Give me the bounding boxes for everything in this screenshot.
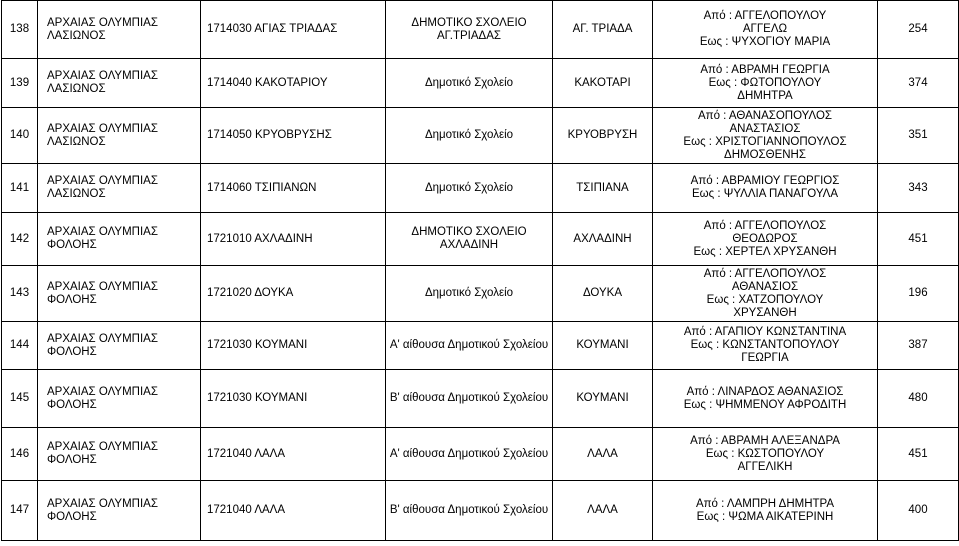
voter-range-cell-line: Εως : ΨΥΛΛΙΑ ΠΑΝΑΓΟΥΛΑ [691, 188, 839, 200]
voter-range-cell [653, 213, 878, 266]
municipality-cell-line: ΦΟΛΟΗΣ [47, 239, 97, 251]
location-cell: ΚΟΥΜΑΝΙ [553, 322, 653, 370]
voter-count-cell: 374 [878, 59, 959, 108]
school-type-cell [386, 428, 553, 481]
table-row [2, 59, 959, 108]
row-number: 146 [2, 428, 38, 481]
row-number: 143 [2, 266, 38, 322]
location-cell: ΔΟΥΚΑ [553, 266, 653, 322]
voter-range-cell [653, 266, 878, 322]
school-type-cell [386, 59, 553, 108]
voter-count-cell: 451 [878, 428, 959, 481]
municipality-cell [38, 322, 201, 370]
voter-range-cell-line: ΔΗΜΗΤΡΑ [737, 89, 793, 102]
municipality-cell [38, 213, 201, 266]
school-type-cell-line: Α' αίθουσα Δημοτικού Σχολείου [389, 447, 549, 460]
municipality-cell [38, 1, 201, 59]
municipality-cell [38, 59, 201, 108]
voter-count-cell: 387 [878, 322, 959, 370]
municipality-cell-line: ΑΡΧΑΙΑΣ ΟΛΥΜΠΙΑΣ [47, 441, 158, 453]
municipality-cell-line: ΦΟΛΟΗΣ [47, 398, 97, 411]
voter-range-cell-line: ΧΡΥΣΑΝΘΗ [733, 306, 797, 319]
location-cell: ΛΑΛΑ [553, 428, 653, 481]
polling-stations-table [1, 0, 959, 541]
voter-range-cell-line: Από : ΑΓΓΕΛΟΠΟΥΛΟΥ [703, 10, 827, 22]
table-row [2, 266, 959, 322]
location-cell: ΑΧΛΑΔΙΝΗ [553, 213, 653, 266]
row-number: 142 [2, 213, 38, 266]
school-type-cell-line: Β' αίθουσα Δημοτικού Σχολείου [389, 392, 549, 404]
school-type-cell [386, 1, 553, 59]
station-code-name-cell: 1721040 ΛΑΛΑ [201, 481, 386, 541]
station-code-name-cell: 1721010 ΑΧΛΑΔΙΝΗ [201, 213, 386, 266]
voter-range-cell [653, 59, 878, 108]
voter-range-cell [653, 322, 878, 370]
voter-count-cell: 351 [878, 108, 959, 164]
municipality-cell-line: ΑΡΧΑΙΑΣ ΟΛΥΜΠΙΑΣ [47, 280, 158, 293]
school-type-cell [386, 481, 553, 541]
table-row [2, 428, 959, 481]
school-type-cell-line: Β' αίθουσα Δημοτικού Σχολείου [389, 504, 549, 516]
station-code-name-cell: 1721040 ΛΑΛΑ [201, 428, 386, 481]
school-type-cell [386, 164, 553, 213]
municipality-cell [38, 481, 201, 541]
row-number: 144 [2, 322, 38, 370]
municipality-cell-line: ΑΡΧΑΙΑΣ ΟΛΥΜΠΙΑΣ [47, 16, 158, 29]
voter-range-cell-line: ΑΝΑΣΤΑΣΙΟΣ [729, 122, 801, 135]
school-type-cell [386, 322, 553, 370]
school-type-cell-line: ΑΧΛΑΔΙΝΗ [439, 239, 499, 251]
row-number: 145 [2, 370, 38, 428]
school-type-cell-line: Δημοτικό Σχολείο [424, 76, 514, 89]
municipality-cell-line: ΦΟΛΟΗΣ [47, 454, 97, 466]
location-cell: ΚΟΥΜΑΝΙ [553, 370, 653, 428]
school-type-cell-line: Δημοτικό Σχολείο [424, 181, 514, 194]
location-cell: ΛΑΛΑ [553, 481, 653, 541]
municipality-cell-line: ΑΡΧΑΙΑΣ ΟΛΥΜΠΙΑΣ [47, 226, 158, 238]
municipality-cell [38, 266, 201, 322]
voter-range-cell-line: Από : ΑΒΡΑΜΗ ΑΛΕΞΑΝΔΡΑ [690, 434, 840, 447]
municipality-cell-line: ΑΡΧΑΙΑΣ ΟΛΥΜΠΙΑΣ [47, 70, 158, 82]
voter-range-cell [653, 108, 878, 164]
station-code-name-cell: 1714040 ΚΑΚΟΤΑΡΙΟΥ [201, 59, 386, 108]
voter-range-cell-line: Από : ΑΓΑΠΙΟΥ ΚΩΝΣΤΑΝΤΙΝΑ [683, 326, 847, 338]
municipality-cell [38, 428, 201, 481]
voter-count-cell: 343 [878, 164, 959, 213]
voter-range-cell-line: ΓΕΩΡΓΙΑ [741, 352, 789, 364]
table-row [2, 481, 959, 541]
voter-count-cell: 196 [878, 266, 959, 322]
voter-range-cell-line: Εως : ΨΗΜΜΕΝΟΥ ΑΦΡΟΔΙΤΗ [683, 398, 847, 411]
voter-range-cell-line: ΑΓΓΕΛΩ [742, 23, 788, 35]
table-row [2, 213, 959, 266]
school-type-cell [386, 266, 553, 322]
voter-range-cell-line: Εως : ΨΥΧΟΓΙΟΥ ΜΑΡΙΑ [699, 36, 831, 48]
school-type-cell-line: ΔΗΜΟΤΙΚΟ ΣΧΟΛΕΙΟ [411, 226, 527, 238]
municipality-cell-line: ΑΡΧΑΙΑΣ ΟΛΥΜΠΙΑΣ [47, 122, 158, 135]
station-code-name-cell: 1721020 ΔΟΥΚΑ [201, 266, 386, 322]
school-type-cell-line: Δημοτικό Σχολείο [424, 287, 514, 299]
voter-range-cell-line: Από : ΑΘΑΝΑΣΟΠΟΥΛΟΣ [697, 109, 832, 122]
row-number: 138 [2, 1, 38, 59]
voter-range-cell [653, 481, 878, 541]
voter-range-cell [653, 428, 878, 481]
voter-range-cell-line: Από : ΑΓΓΕΛΟΠΟΥΛΟΣ [703, 267, 827, 280]
location-cell: ΤΣΙΠΙΑΝΑ [553, 164, 653, 213]
voter-range-cell-line: ΘΕΟΔΩΡΟΣ [732, 232, 798, 245]
school-type-cell-line: ΔΗΜΟΤΙΚΟ ΣΧΟΛΕΙΟ [411, 16, 527, 29]
voter-range-cell [653, 370, 878, 428]
location-cell: ΑΓ. ΤΡΙΑΔΑ [553, 1, 653, 59]
municipality-cell-line: ΑΡΧΑΙΑΣ ΟΛΥΜΠΙΑΣ [47, 175, 158, 187]
table-row [2, 370, 959, 428]
station-code-name-cell: 1721030 ΚΟΥΜΑΝΙ [201, 370, 386, 428]
school-type-cell [386, 370, 553, 428]
voter-count-cell: 254 [878, 1, 959, 59]
voter-range-cell-line: Εως : ΦΩΤΟΠΟΥΛΟΥ [708, 76, 822, 89]
location-cell: ΚΑΚΟΤΑΡΙ [553, 59, 653, 108]
voter-range-cell-line: Εως : ΧΕΡΤΕΛ ΧΡΥΣΑΝΘΗ [693, 245, 837, 258]
voter-range-cell-line: ΑΓΓΕΛΙΚΗ [737, 460, 793, 473]
voter-range-cell-line: Από : ΛΑΜΠΡΗ ΔΗΜΗΤΡΑ [695, 497, 835, 510]
voter-range-cell-line: Εως : ΧΡΙΣΤΟΓΙΑΝΝΟΠΟΥΛΟΣ [683, 135, 847, 148]
table-row [2, 108, 959, 164]
voter-range-cell-line: ΔΗΜΟΣΘΕΝΗΣ [724, 148, 806, 161]
station-code-name-cell: 1721030 ΚΟΥΜΑΝΙ [201, 322, 386, 370]
voter-range-cell-line: Από : ΛΙΝΑΡΔΟΣ ΑΘΑΝΑΣΙΟΣ [686, 385, 844, 398]
voter-range-cell [653, 1, 878, 59]
municipality-cell-line: ΛΑΣΙΩΝΟΣ [47, 83, 106, 95]
voter-count-cell: 451 [878, 213, 959, 266]
municipality-cell-line: ΦΟΛΟΗΣ [47, 510, 97, 523]
table-body [2, 1, 959, 541]
municipality-cell-line: ΑΡΧΑΙΑΣ ΟΛΥΜΠΙΑΣ [47, 497, 158, 510]
voter-range-cell-line: Εως : ΨΩΜΑ ΑΙΚΑΤΕΡΙΝΗ [696, 510, 834, 523]
school-type-cell-line: Α' αίθουσα Δημοτικού Σχολείου [389, 339, 549, 351]
row-number: 141 [2, 164, 38, 213]
municipality-cell-line: ΛΑΣΙΩΝΟΣ [47, 188, 106, 200]
school-type-cell [386, 213, 553, 266]
table-row [2, 322, 959, 370]
table-row [2, 1, 959, 59]
municipality-cell [38, 370, 201, 428]
municipality-cell-line: ΑΡΧΑΙΑΣ ΟΛΥΜΠΙΑΣ [47, 332, 158, 345]
location-cell: ΚΡΥΟΒΡΥΣΗ [553, 108, 653, 164]
voter-range-cell-line: Από : ΑΒΡΑΜΙΟΥ ΓΕΩΡΓΙΟΣ [690, 175, 840, 187]
municipality-cell-line: ΛΑΣΙΩΝΟΣ [47, 135, 106, 148]
municipality-cell [38, 108, 201, 164]
voter-range-cell-line: ΑΘΑΝΑΣΙΟΣ [731, 280, 799, 293]
row-number: 140 [2, 108, 38, 164]
school-type-cell-line: Δημοτικό Σχολείο [424, 129, 514, 141]
station-code-name-cell: 1714060 ΤΣΙΠΙΑΝΩΝ [201, 164, 386, 213]
voter-range-cell-line: Από : ΑΒΡΑΜΗ ΓΕΩΡΓΙΑ [700, 63, 830, 76]
station-code-name-cell: 1714050 ΚΡΥΟΒΡΥΣΗΣ [201, 108, 386, 164]
school-type-cell-line: ΑΓ.ΤΡΙΑΔΑΣ [437, 29, 501, 42]
voter-range-cell [653, 164, 878, 213]
row-number: 147 [2, 481, 38, 541]
voter-range-cell-line: Από : ΑΓΓΕΛΟΠΟΥΛΟΣ [703, 219, 827, 232]
school-type-cell [386, 108, 553, 164]
municipality-cell-line: ΦΟΛΟΗΣ [47, 293, 97, 306]
municipality-cell [38, 164, 201, 213]
row-number: 139 [2, 59, 38, 108]
voter-range-cell-line: Εως : ΚΩΣΤΟΠΟΥΛΟΥ [705, 447, 825, 460]
station-code-name-cell: 1714030 ΑΓΙΑΣ ΤΡΙΑΔΑΣ [201, 1, 386, 59]
municipality-cell-line: ΑΡΧΑΙΑΣ ΟΛΥΜΠΙΑΣ [47, 385, 158, 398]
voter-range-cell-line: Εως : ΧΑΤΖΟΠΟΥΛΟΥ [706, 293, 824, 306]
municipality-cell-line: ΦΟΛΟΗΣ [47, 345, 97, 358]
voter-count-cell: 480 [878, 370, 959, 428]
voter-count-cell: 400 [878, 481, 959, 541]
municipality-cell-line: ΛΑΣΙΩΝΟΣ [47, 29, 106, 42]
voter-range-cell-line: Εως : ΚΩΝΣΤΑΝΤΟΠΟΥΛΟΥ [690, 339, 840, 351]
table-row [2, 164, 959, 213]
